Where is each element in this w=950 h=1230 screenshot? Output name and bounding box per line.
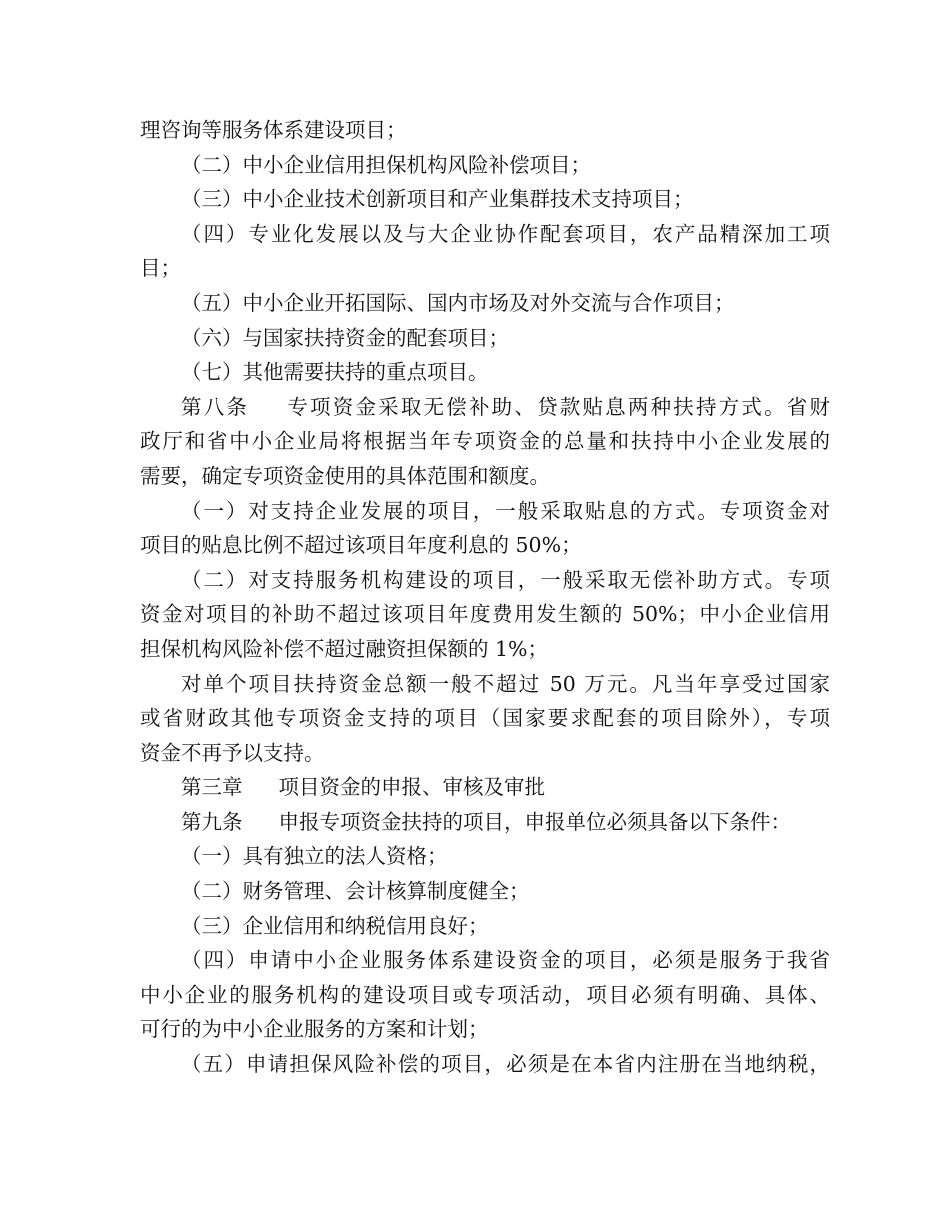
line-text: 资金不再予以支持。 — [140, 740, 325, 765]
text-line — [140, 251, 830, 286]
line-text: （二）财务管理、会计核算制度健全； — [181, 879, 530, 904]
text-line — [140, 1012, 830, 1047]
text-line — [140, 943, 830, 978]
line-text: （二）对支持服务机构建设的项目，一般采取无偿补助方式。专项 — [181, 567, 830, 592]
line-text: 项目的贴息比例不超过该项目年度利息的 50%； — [140, 533, 582, 558]
document-body — [140, 113, 830, 1082]
article-label: 第三章 — [181, 775, 243, 800]
text-line — [140, 148, 830, 183]
line-text: 或省财政其他专项资金支持的项目（国家要求配套的项目除外），专项 — [140, 706, 830, 731]
text-line — [140, 424, 830, 459]
article-label: 第八条 — [181, 394, 250, 419]
text-line — [140, 286, 830, 321]
text-line — [140, 667, 830, 702]
article-label: 第九条 — [181, 809, 243, 834]
line-text: 目； — [140, 256, 181, 281]
line-text: 理咨询等服务体系建设项目； — [140, 118, 407, 142]
text-line — [140, 770, 830, 805]
text-line — [140, 909, 830, 944]
text-line — [140, 563, 830, 598]
line-text: （五）中小企业开拓国际、国内市场及对外交流与合作项目； — [181, 290, 735, 315]
line-text: （二）中小企业信用担保机构风险补偿项目； — [181, 152, 591, 177]
line-text: 项目资金的申报、审核及审批 — [278, 775, 545, 800]
text-line — [140, 494, 830, 529]
line-text: 可行的为中小企业服务的方案和计划； — [140, 1017, 489, 1042]
line-text: 专项资金采取无偿补助、贷款贴息两种扶持方式。省财 — [285, 394, 831, 419]
text-line — [140, 459, 830, 494]
line-text: 需要，确定专项资金使用的具体范围和额度。 — [140, 463, 550, 488]
line-text: （三）中小企业技术创新项目和产业集群技术支持项目； — [181, 187, 694, 212]
line-text: （五）申请担保风险补偿的项目，必须是在本省内注册在当地纳税， — [181, 1052, 830, 1077]
line-text: （一）对支持企业发展的项目，一般采取贴息的方式。专项资金对 — [181, 498, 830, 523]
line-text: （一）具有独立的法人资格； — [181, 844, 448, 869]
text-line — [140, 217, 830, 252]
line-text: 担保机构风险补偿不超过融资担保额的 1%； — [140, 636, 549, 661]
text-line — [140, 701, 830, 736]
text-line — [140, 528, 830, 563]
line-text: 资金对项目的补助不超过该项目年度费用发生额的 50%；中小企业信用 — [140, 602, 830, 627]
line-text: 对单个项目扶持资金总额一般不超过 50 万元。凡当年享受过国家 — [181, 671, 830, 696]
line-text: （三）企业信用和纳税信用良好； — [181, 913, 489, 938]
text-line — [140, 355, 830, 390]
text-line — [140, 1047, 830, 1082]
text-line — [140, 839, 830, 874]
text-line — [140, 736, 830, 771]
text-line — [140, 113, 830, 148]
line-text: 政厅和省中小企业局将根据当年专项资金的总量和扶持中小企业发展的 — [140, 429, 830, 454]
text-line — [140, 597, 830, 632]
text-line — [140, 874, 830, 909]
text-line — [140, 978, 830, 1013]
text-line — [140, 182, 830, 217]
line-text: （四）申请中小企业服务体系建设资金的项目，必须是服务于我省 — [181, 948, 830, 973]
text-line — [140, 390, 830, 425]
line-text: （六）与国家扶持资金的配套项目； — [181, 325, 509, 350]
text-line — [140, 805, 830, 840]
text-line — [140, 321, 830, 356]
text-line — [140, 632, 830, 667]
line-text: （七）其他需要扶持的重点项目。 — [181, 360, 489, 385]
line-text: （四）专业化发展以及与大企业协作配套项目，农产品精深加工项 — [181, 221, 830, 246]
line-text: 申报专项资金扶持的项目，申报单位必须具备以下条件： — [278, 809, 791, 834]
line-text: 中小企业的服务机构的建设项目或专项活动，项目必须有明确、具体、 — [140, 982, 830, 1007]
